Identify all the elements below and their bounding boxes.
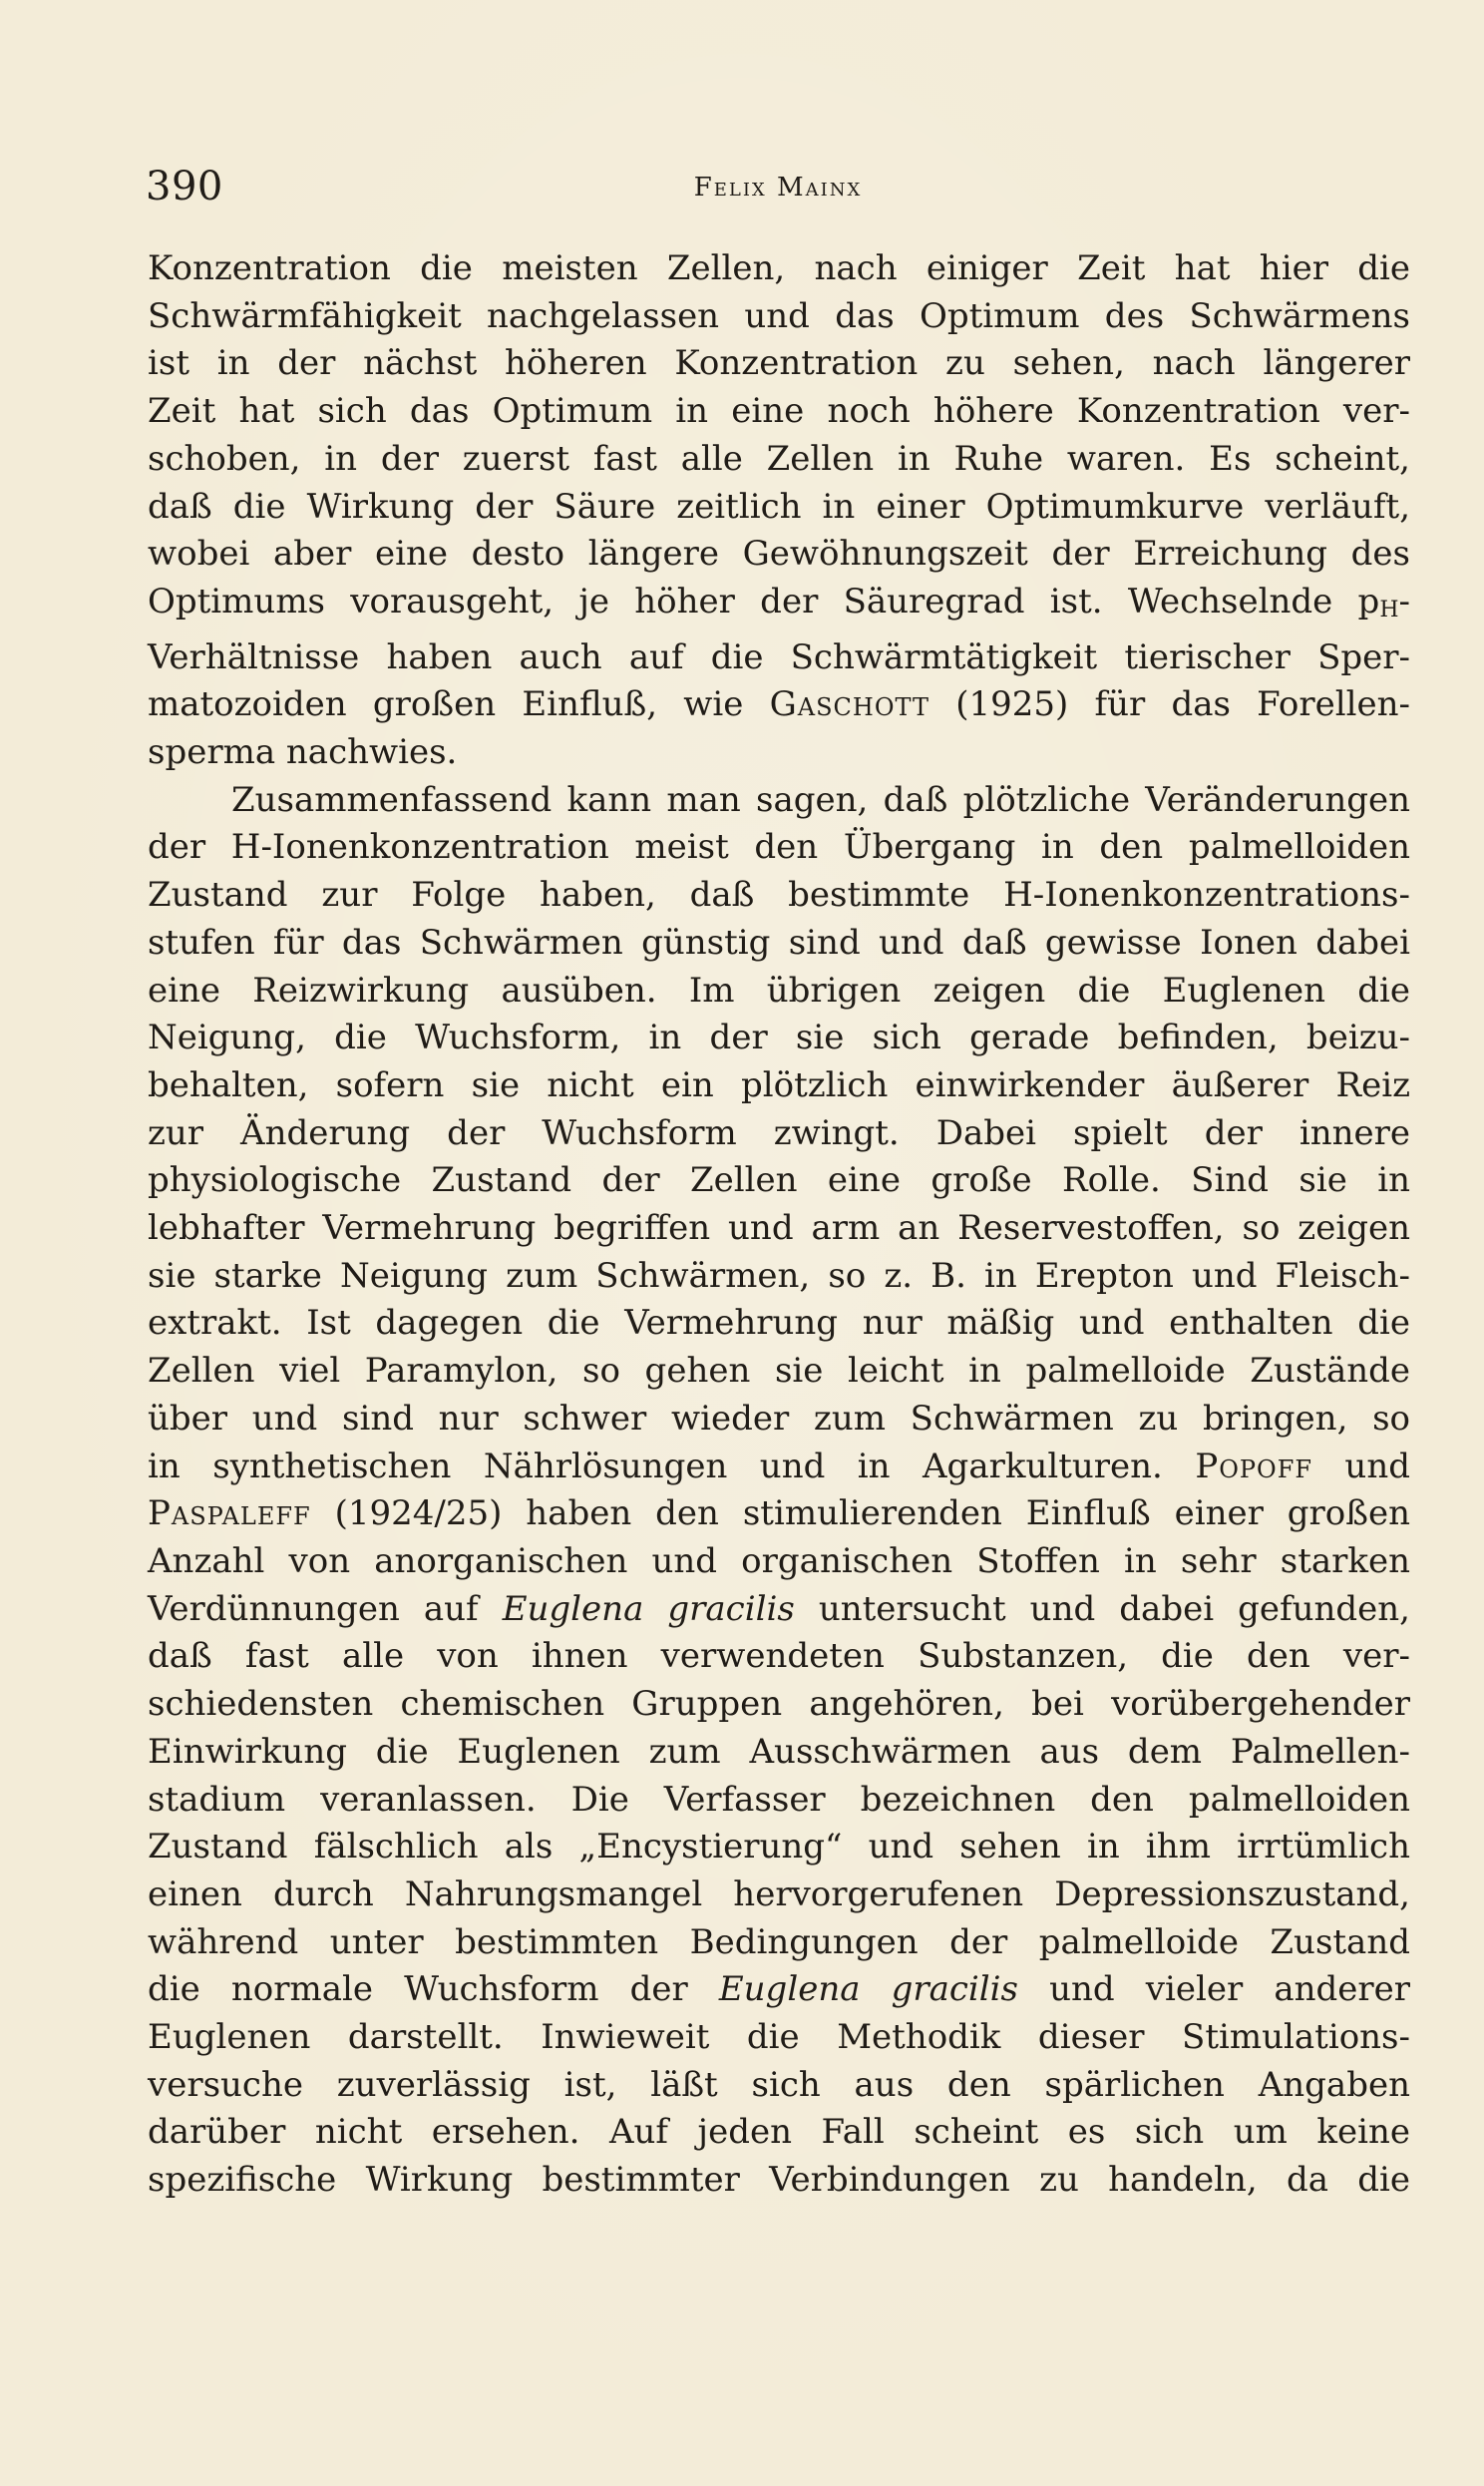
text-line: Zustand fälschlich als „Encystierung“ und sehen in ihm irrtümlich	[148, 1827, 1410, 1867]
text-line: extrakt. Ist dagegen die Vermehrung nur mäßig und enthalten die	[148, 1303, 1410, 1344]
text-segment: und	[1312, 1446, 1410, 1486]
text-segment: (1924/25) haben den stimulierenden Einfluß einer großen	[310, 1493, 1410, 1534]
text-line-indented: Zusammenfassend kann man sagen, daß plötzliche Veränderungen	[231, 779, 1410, 820]
text-segment: Optimums vorausgeht, je höher der Säuregrad ist. Wechselnde p	[148, 581, 1380, 622]
text-segment: in synthetischen Nährlösungen und in Agarkulturen.	[148, 1446, 1196, 1486]
text-line-citation	[148, 1490, 1410, 1538]
page-header	[146, 162, 1410, 211]
text-line: daß die Wirkung der Säure zeitlich in einer Optimumkurve verläuft,	[148, 486, 1410, 527]
text-line: physiologische Zustand der Zellen eine große Rolle. Sind sie in	[148, 1160, 1410, 1201]
running-head-author: Felix Mainx	[693, 173, 863, 203]
text-line-citation	[148, 681, 1410, 729]
text-line: eine Reizwirkung ausüben. Im übrigen zeigen die Euglenen die	[148, 970, 1410, 1011]
text-line: Schwärmfähigkeit nachgelassen und das Optimum des Schwärmens	[148, 295, 1410, 336]
text-segment: untersucht und dabei gefunden,	[794, 1588, 1410, 1629]
text-segment: und vieler anderer	[1018, 1969, 1410, 2010]
text-line: stufen für das Schwärmen günstig sind und daß gewisse Ionen dabei	[148, 922, 1410, 963]
text-line: Zeit hat sich das Optimum in eine noch höhere Konzentration ver-	[148, 391, 1410, 432]
text-line: darüber nicht ersehen. Auf jeden Fall scheint es sich um keine	[148, 2112, 1410, 2153]
text-line: Neigung, die Wuchsform, in der sie sich gerade befinden, beizu-	[148, 1018, 1410, 1058]
text-line-ph	[148, 579, 1410, 634]
species-name: Euglena gracilis	[502, 1588, 795, 1629]
text-line: Verhältnisse haben auch auf die Schwärmtätigkeit tierischer Sper-	[148, 636, 1410, 677]
author-name: Popoff	[1195, 1446, 1312, 1486]
text-segment: -	[1398, 581, 1410, 622]
text-line: Einwirkung die Euglenen zum Ausschwärmen aus dem Palmellen-	[148, 1731, 1410, 1772]
text-line: Euglenen darstellt. Inwieweit die Methodik dieser Stimulations-	[148, 2017, 1410, 2058]
text-line: ist in der nächst höheren Konzentration zu sehen, nach längerer	[148, 343, 1410, 384]
text-line: schoben, in der zuerst fast alle Zellen in Ruhe waren. Es scheint,	[148, 438, 1410, 479]
text-line: Konzentration die meisten Zellen, nach einiger Zeit hat hier die	[148, 248, 1410, 288]
text-line-citation	[148, 1444, 1410, 1491]
text-line: Zustand zur Folge haben, daß bestimmte H-Ionenkonzentrations-	[148, 875, 1410, 916]
text-line: versuche zuverlässig ist, läßt sich aus den spärlichen Angaben	[148, 2064, 1410, 2105]
text-line: zur Änderung der Wuchsform zwingt. Dabei spielt der innere	[148, 1112, 1410, 1153]
text-line: einen durch Nahrungsmangel hervorgerufenen Depressionszustand,	[148, 1873, 1410, 1914]
text-line: der H-Ionenkonzentration meist den Übergang in den palmelloiden	[148, 827, 1410, 868]
species-name: Euglena gracilis	[718, 1969, 1018, 2010]
body-text	[148, 245, 1410, 2205]
text-line: wobei aber eine desto längere Gewöhnungszeit der Erreichung des	[148, 534, 1410, 575]
text-segment: die normale Wuchsform der	[148, 1969, 719, 2010]
text-line: lebhafter Vermehrung begriffen und arm an Reservestoffen, so zeigen	[148, 1208, 1410, 1249]
text-line-species	[148, 1586, 1410, 1634]
text-segment: (1925) für das Forellen-	[928, 684, 1410, 725]
text-line: sie starke Neigung zum Schwärmen, so z. B. in Erepton und Fleisch-	[148, 1255, 1410, 1296]
ph-subscript: H	[1379, 597, 1399, 622]
author-name: Paspaleff	[148, 1493, 311, 1534]
text-line-species	[148, 1966, 1410, 2014]
text-line: Zellen viel Paramylon, so gehen sie leicht in palmelloide Zustände	[148, 1351, 1410, 1392]
text-line: stadium veranlassen. Die Verfasser bezeichnen den palmelloiden	[148, 1779, 1410, 1820]
text-segment: Verdünnungen auf	[148, 1588, 503, 1629]
paragraph-2	[148, 777, 1410, 2205]
text-line: während unter bestimmten Bedingungen der palmelloide Zustand	[148, 1921, 1410, 1962]
text-line: spezifische Wirkung bestimmter Verbindungen zu handeln, da die	[148, 2160, 1410, 2201]
author-name: Gaschott	[769, 684, 929, 725]
text-line: Anzahl von anorganischen und organischen Stoffen in sehr starken	[148, 1540, 1410, 1581]
text-line: über und sind nur schwer wieder zum Schwärmen zu bringen, so	[148, 1398, 1410, 1439]
page-number: 390	[146, 164, 223, 209]
paragraph-1	[148, 245, 1410, 777]
text-line: behalten, sofern sie nicht ein plötzlich einwirkender äußerer Reiz	[148, 1064, 1410, 1105]
text-line: daß fast alle von ihnen verwendeten Substanzen, die den ver-	[148, 1636, 1410, 1677]
text-line: schiedensten chemischen Gruppen angehören, bei vorübergehender	[148, 1684, 1410, 1725]
text-line: sperma nachwies.	[148, 732, 458, 773]
text-segment: matozoiden großen Einfluß, wie	[148, 684, 770, 725]
